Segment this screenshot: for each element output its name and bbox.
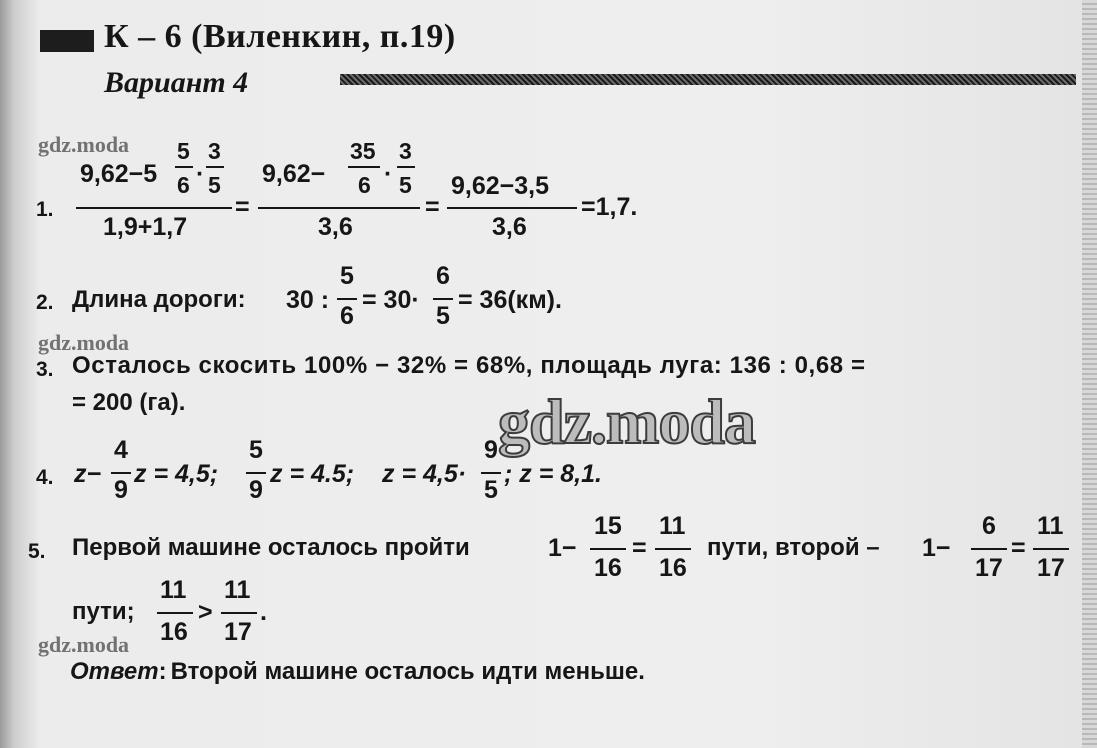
watermark-large: gdz.moda: [498, 386, 755, 457]
p4-f2-d: 9: [249, 476, 263, 504]
p4-f2-n: 5: [249, 436, 263, 464]
p1-f2-den: 3,6: [318, 213, 353, 241]
problem-number: 1.: [36, 198, 54, 221]
p5-f3-n: 6: [982, 512, 996, 540]
p5-a1: 1−: [548, 534, 577, 562]
watermark-small: gdz.moda: [38, 132, 130, 157]
p2-f1-d: 6: [340, 302, 354, 330]
p1-f1-num-c2: 5: [208, 172, 221, 198]
fraction-bar: [655, 548, 691, 550]
p1-f1-num-b2: 6: [177, 172, 190, 198]
p1-f2-num-b1: 35: [350, 138, 376, 164]
p5-text2: пути, второй –: [707, 534, 880, 561]
p1-f2-dot: ·: [384, 160, 393, 188]
p5-f3-d: 17: [975, 554, 1003, 582]
variant-label: Вариант 4: [104, 66, 249, 99]
fraction-bar: [433, 298, 453, 300]
p2-c: = 36(км).: [458, 286, 562, 314]
p4-c1: z = 4,5·: [382, 460, 467, 488]
p1-eq: =: [425, 193, 440, 221]
p5-f5-n: 11: [160, 576, 187, 604]
page-title: К – 6 (Виленкин, п.19): [104, 18, 456, 55]
p5-f1-d: 16: [594, 554, 622, 582]
p4-f1-d: 9: [114, 476, 128, 504]
fraction-bar: [221, 612, 257, 614]
answer-label: Ответ: [70, 658, 159, 685]
p1-f1-dot: ·: [196, 160, 205, 188]
p4-c2: ; z = 8,1.: [504, 460, 602, 488]
p2-a: 30 :: [286, 286, 330, 314]
p1-result: =1,7.: [581, 193, 638, 221]
header-rule: [340, 74, 1076, 85]
p1-f2-num-c1: 3: [399, 138, 412, 164]
p3-line2: = 200 (га).: [72, 389, 186, 416]
fraction-bar: [397, 166, 415, 168]
p5-f1-n: 15: [594, 512, 622, 540]
p1-f2-num-b2: 6: [358, 172, 371, 198]
fraction-bar: [447, 207, 577, 209]
p1-eq: =: [235, 193, 250, 221]
p1-f3-num: 9,62−3,5: [451, 172, 550, 200]
fraction-bar: [971, 548, 1007, 550]
fraction-bar: [206, 166, 224, 168]
watermark-small: gdz.moda: [38, 632, 130, 657]
fraction-bar: [337, 298, 357, 300]
watermark-small: gdz.moda: [38, 330, 130, 355]
p5-b1: 1−: [922, 534, 951, 562]
p4-f3-n: 9: [484, 436, 498, 464]
p1-f1-num-a: 9,62−5: [80, 160, 158, 188]
p1-f3-den: 3,6: [492, 213, 527, 241]
p1-f1-num-b1: 5: [177, 138, 190, 164]
fraction-bar: [481, 472, 501, 474]
p4-a2: z = 4,5;: [134, 460, 219, 488]
p5-f6-d: 17: [224, 618, 252, 646]
p5-f2-n: 11: [659, 512, 686, 540]
fraction-bar: [258, 207, 420, 209]
fraction-bar: [76, 207, 232, 209]
p2-b: = 30·: [362, 286, 420, 314]
p5-text1: Первой машине осталось пройти: [72, 534, 470, 561]
p4-f1-n: 4: [114, 436, 128, 464]
p2-f2-n: 6: [436, 262, 450, 290]
p5-eq: =: [632, 534, 647, 562]
p5-f6-n: 11: [224, 576, 251, 604]
p3-line1: Осталось скосить 100% − 32% = 68%, площадь луга: 136 : 0,68 =: [72, 352, 866, 379]
page-edge: [1082, 0, 1097, 748]
p5-f2-d: 16: [659, 554, 687, 582]
fraction-bar: [175, 166, 193, 168]
fraction-bar: [111, 472, 131, 474]
p4-b2: z = 4.5;: [270, 460, 355, 488]
answer-colon: :: [158, 658, 167, 685]
p5-f4-d: 17: [1037, 554, 1065, 582]
fraction-bar: [1033, 548, 1069, 550]
fraction-bar: [348, 166, 380, 168]
answer-text: Второй машине осталось идти меньше.: [170, 658, 645, 685]
p5-f5-d: 16: [160, 618, 188, 646]
p5-eq: =: [1011, 534, 1026, 562]
answer-line: [70, 658, 645, 686]
p2-f1-n: 5: [340, 262, 354, 290]
p2-text: Длина дороги:: [72, 286, 246, 313]
problem-number: 4.: [36, 466, 54, 489]
p5-end: .: [260, 598, 267, 626]
p1-f1-num-c1: 3: [208, 138, 221, 164]
p4-a1: z−: [74, 460, 102, 488]
fraction-bar: [157, 612, 193, 614]
p1-f2-num-c2: 5: [399, 172, 412, 198]
p5-gt: >: [198, 598, 213, 626]
problem-number: 2.: [36, 291, 54, 314]
p2-f2-d: 5: [436, 302, 450, 330]
p1-f2-num-a: 9,62−: [262, 160, 326, 188]
problem-number: 3.: [36, 358, 54, 381]
p5-text3: пути;: [72, 598, 135, 625]
p5-f4-n: 11: [1037, 512, 1064, 540]
problem-number: 5.: [28, 540, 46, 563]
p4-f3-d: 5: [484, 476, 498, 504]
fraction-bar: [590, 548, 626, 550]
p1-f1-den: 1,9+1,7: [103, 213, 188, 241]
fraction-bar: [246, 472, 266, 474]
section-marker: [40, 30, 94, 52]
